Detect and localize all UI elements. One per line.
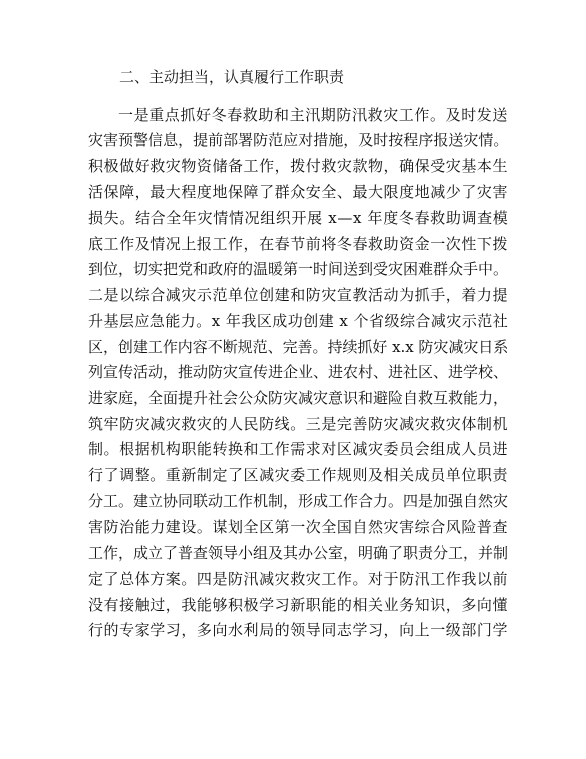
text-line: 制。根据机构职能转换和工作需求对区减灾委员会组成人员进: [88, 440, 509, 458]
text-line: 定了总体方案。四是防汛减灾救灾工作。对于防汛工作我以前: [88, 570, 509, 588]
text-line: 没有接触过，我能够积极学习新职能的相关业务知识，多向懂: [88, 596, 509, 614]
text-line: 行了调整。重新制定了区减灾委工作规则及相关成员单位职责: [88, 466, 509, 484]
text-line: 区，创建工作内容不断规范、完善。持续抓好 x.x 防灾减灾日系: [88, 338, 509, 356]
text-line: 二是以综合减灾示范单位创建和防灾宣教活动为抓手，着力提: [88, 286, 509, 304]
text-line: 害防治能力建设。谋划全区第一次全国自然灾害综合风险普查: [88, 518, 509, 536]
text-line: 升基层应急能力。x 年我区成功创建 x 个省级综合减灾示范社: [88, 312, 509, 330]
text-line: 底工作及情况上报工作，在春节前将冬春救助资金一次性下拨: [88, 235, 509, 253]
text-line: 筑牢防灾减灾救灾的人民防线。三是完善防灾减灾救灾体制机: [88, 415, 509, 433]
text-line: 积极做好救灾物资储备工作，拨付救灾款物，确保受灾基本生: [88, 157, 509, 175]
text-line: 列宣传活动，推动防灾宣传进企业、进农村、进社区、进学校、: [88, 363, 509, 381]
text-line: 到位，切实把党和政府的温暖第一时间送到受灾困难群众手中。: [88, 260, 509, 278]
text-line: 活保障，最大程度地保障了群众安全、最大限度地减少了灾害: [88, 183, 509, 201]
text-line: 灾害预警信息，提前部署防范应对措施，及时按程序报送灾情。: [88, 131, 509, 149]
text-line: 损失。结合全年灾情情况组织开展 x—x 年度冬春救助调查模: [88, 209, 509, 227]
text-line: 进家庭，全面提升社会公众防灾减灾意识和避险自救互救能力，: [88, 389, 509, 407]
text-line: 工作，成立了普查领导小组及其办公室，明确了职责分工，并制: [88, 544, 509, 562]
text-line: 一是重点抓好冬春救助和主汛期防汛救灾工作。及时发送: [118, 106, 509, 124]
section-heading: 二、主动担当，认真履行工作职责: [119, 68, 345, 86]
text-line: 行的专家学习，多向水利局的领导同志学习，向上一级部门学: [88, 621, 509, 639]
text-line: 分工。建立协同联动工作机制，形成工作合力。四是加强自然灾: [88, 492, 509, 510]
